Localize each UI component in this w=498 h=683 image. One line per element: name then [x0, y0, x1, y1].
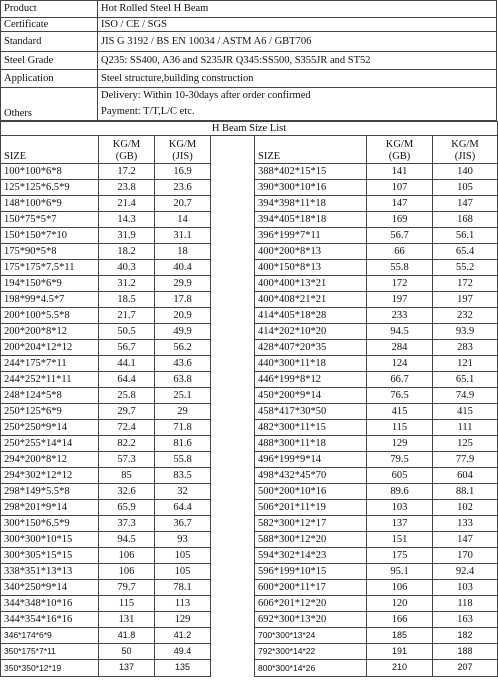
column-gap	[211, 564, 255, 580]
jis-weight-cell: 125	[433, 436, 498, 452]
table-row	[1, 644, 498, 660]
jis-weight-cell: 74.9	[433, 388, 498, 404]
table-row	[1, 420, 498, 436]
column-gap	[211, 196, 255, 212]
jis-weight-cell: 102	[433, 500, 498, 516]
table-row	[1, 292, 498, 308]
jis-weight-cell: 105	[155, 564, 211, 580]
jis-weight-cell: 32	[155, 484, 211, 500]
size-cell: 414*405*18*28	[255, 308, 367, 324]
table-row	[1, 404, 498, 420]
column-gap	[211, 356, 255, 372]
table-row	[1, 580, 498, 596]
table-row	[1, 212, 498, 228]
column-gap	[211, 340, 255, 356]
gb-weight-cell: 415	[367, 404, 433, 420]
gb-weight-cell: 55.8	[367, 260, 433, 276]
table-row	[1, 180, 498, 196]
gb-weight-cell: 65.9	[99, 500, 155, 516]
table-row	[1, 612, 498, 628]
jis-weight-cell: 20.9	[155, 308, 211, 324]
gb-weight-cell: 14.3	[99, 212, 155, 228]
table-row	[1, 628, 498, 644]
size-cell: 440*300*11*18	[255, 356, 367, 372]
column-gap	[211, 244, 255, 260]
table-row	[1, 516, 498, 532]
gb-weight-cell: 107	[367, 180, 433, 196]
table-row	[1, 324, 498, 340]
table-row	[1, 260, 498, 276]
gb-weight-cell: 94.5	[99, 532, 155, 548]
size-cell: 400*150*8*13	[255, 260, 367, 276]
gb-weight-cell: 23.8	[99, 180, 155, 196]
table-row	[1, 356, 498, 372]
size-cell: 200*200*8*12	[1, 324, 99, 340]
size-cell: 346*174*6*9	[1, 628, 99, 644]
jis-weight-cell: 55.2	[433, 260, 498, 276]
column-gap	[211, 276, 255, 292]
column-gap	[211, 644, 255, 660]
jis-weight-cell: 170	[433, 548, 498, 564]
table-row	[1, 388, 498, 404]
gb-weight-cell: 29.7	[99, 404, 155, 420]
spec-key: Standard	[1, 32, 98, 52]
table-row	[1, 196, 498, 212]
size-cell: 298*149*5.5*8	[1, 484, 99, 500]
gb-weight-cell: 31.2	[99, 276, 155, 292]
table-row	[1, 164, 498, 180]
spec-key: Certificate	[1, 18, 98, 32]
spec-row-application	[1, 70, 497, 88]
jis-weight-cell: 172	[433, 276, 498, 292]
jis-weight-cell: 147	[433, 196, 498, 212]
jis-weight-cell: 133	[433, 516, 498, 532]
jis-weight-cell: 63.8	[155, 372, 211, 388]
gb-weight-cell: 40.3	[99, 260, 155, 276]
gb-weight-cell: 25.8	[99, 388, 155, 404]
gb-weight-cell: 82.2	[99, 436, 155, 452]
size-cell: 792*300*14*22	[255, 644, 367, 660]
gb-weight-cell: 50.5	[99, 324, 155, 340]
size-cell: 244*252*11*11	[1, 372, 99, 388]
size-cell: 198*99*4.5*7	[1, 292, 99, 308]
size-cell: 396*199*7*11	[255, 228, 367, 244]
gb-weight-cell: 151	[367, 532, 433, 548]
gb-weight-cell: 210	[367, 660, 433, 677]
jis-weight-cell: 14	[155, 212, 211, 228]
col-gb-line1: KG/M	[385, 139, 414, 150]
gb-weight-cell: 21.4	[99, 196, 155, 212]
spec-value: JIS G 3192 / BS EN 10034 / ASTM A6 / GBT706	[98, 32, 497, 52]
gb-weight-cell: 66.7	[367, 372, 433, 388]
gb-weight-cell: 131	[99, 612, 155, 628]
jis-weight-cell: 93	[155, 532, 211, 548]
jis-weight-cell: 118	[433, 596, 498, 612]
size-cell: 458*417*30*50	[255, 404, 367, 420]
column-gap	[211, 180, 255, 196]
size-cell: 488*300*11*18	[255, 436, 367, 452]
spec-row-standard	[1, 32, 497, 52]
col-jis-line1: KG/M	[451, 139, 479, 150]
column-gap	[211, 628, 255, 644]
size-cell: 414*202*10*20	[255, 324, 367, 340]
jis-weight-cell: 604	[433, 468, 498, 484]
table-row	[1, 500, 498, 516]
jis-weight-cell: 17.8	[155, 292, 211, 308]
column-gap	[211, 660, 255, 677]
size-cell: 450*200*9*14	[255, 388, 367, 404]
column-gap	[211, 388, 255, 404]
size-cell: 294*200*8*12	[1, 452, 99, 468]
jis-weight-cell: 65.4	[433, 244, 498, 260]
size-cell: 125*125*6.5*9	[1, 180, 99, 196]
gb-weight-cell: 103	[367, 500, 433, 516]
size-cell: 175*175*7.5*11	[1, 260, 99, 276]
table-title-row	[1, 122, 498, 136]
column-gap	[211, 212, 255, 228]
gb-weight-cell: 175	[367, 548, 433, 564]
size-cell: 350*175*7*11	[1, 644, 99, 660]
column-gap	[211, 436, 255, 452]
delivery-text: Delivery: Within 10-30days after order confirmed	[101, 90, 311, 101]
jis-weight-cell: 415	[433, 404, 498, 420]
size-rows	[1, 164, 498, 677]
size-cell: 800*300*14*26	[255, 660, 367, 677]
size-cell: 428*407*20*35	[255, 340, 367, 356]
jis-weight-cell: 23.6	[155, 180, 211, 196]
jis-weight-cell: 147	[433, 532, 498, 548]
spec-row-others	[1, 88, 497, 121]
jis-weight-cell: 36.7	[155, 516, 211, 532]
jis-weight-cell: 92.4	[433, 564, 498, 580]
jis-weight-cell: 20.7	[155, 196, 211, 212]
col-jis-line2: (JIS)	[172, 151, 193, 162]
size-cell: 150*150*7*10	[1, 228, 99, 244]
size-cell: 400*408*21*21	[255, 292, 367, 308]
size-cell: 250*250*9*14	[1, 420, 99, 436]
jis-weight-cell: 29.9	[155, 276, 211, 292]
gb-weight-cell: 129	[367, 436, 433, 452]
column-gap	[211, 452, 255, 468]
col-jis-line2: (JIS)	[454, 151, 476, 162]
table-row	[1, 228, 498, 244]
size-cell: 692*300*13*20	[255, 612, 367, 628]
table-row	[1, 564, 498, 580]
gb-weight-cell: 79.7	[99, 580, 155, 596]
gb-weight-cell: 79.5	[367, 452, 433, 468]
gb-weight-cell: 95.1	[367, 564, 433, 580]
jis-weight-cell: 197	[433, 292, 498, 308]
table-title: H Beam Size List	[1, 122, 498, 136]
gb-weight-cell: 66	[367, 244, 433, 260]
col-header-gb-right	[367, 136, 433, 164]
jis-weight-cell: 25.1	[155, 388, 211, 404]
column-gap	[211, 164, 255, 180]
col-jis-line1: KG/M	[168, 139, 197, 150]
column-gap	[211, 136, 255, 164]
gb-weight-cell: 191	[367, 644, 433, 660]
gb-weight-cell: 72.4	[99, 420, 155, 436]
jis-weight-cell: 88.1	[433, 484, 498, 500]
gb-weight-cell: 106	[99, 564, 155, 580]
size-cell: 606*201*12*20	[255, 596, 367, 612]
payment-text: Payment: T/T,L/C etc.	[101, 106, 195, 117]
gb-weight-cell: 89.6	[367, 484, 433, 500]
gb-weight-cell: 37.3	[99, 516, 155, 532]
gb-weight-cell: 18.5	[99, 292, 155, 308]
gb-weight-cell: 17.2	[99, 164, 155, 180]
size-cell: 400*200*8*13	[255, 244, 367, 260]
jis-weight-cell: 65.1	[433, 372, 498, 388]
jis-weight-cell: 207	[433, 660, 498, 677]
table-row	[1, 372, 498, 388]
size-cell: 244*175*7*11	[1, 356, 99, 372]
jis-weight-cell: 41.2	[155, 628, 211, 644]
table-row	[1, 244, 498, 260]
size-cell: 388*402*15*15	[255, 164, 367, 180]
size-cell: 394*398*11*18	[255, 196, 367, 212]
size-cell: 482*300*11*15	[255, 420, 367, 436]
gb-weight-cell: 120	[367, 596, 433, 612]
spec-key: Steel Grade	[1, 52, 98, 70]
jis-weight-cell: 43.6	[155, 356, 211, 372]
col-header-size	[1, 136, 99, 164]
jis-weight-cell: 163	[433, 612, 498, 628]
size-cell: 200*204*12*12	[1, 340, 99, 356]
column-gap	[211, 420, 255, 436]
jis-weight-cell: 16.9	[155, 164, 211, 180]
spec-row-product	[1, 1, 497, 18]
gb-weight-cell: 137	[99, 660, 155, 677]
table-row	[1, 340, 498, 356]
jis-weight-cell: 40.4	[155, 260, 211, 276]
gb-weight-cell: 106	[367, 580, 433, 596]
product-spec-table	[0, 0, 497, 121]
gb-weight-cell: 233	[367, 308, 433, 324]
gb-weight-cell: 50	[99, 644, 155, 660]
size-cell: 340*250*9*14	[1, 580, 99, 596]
spec-key: Product	[1, 1, 98, 18]
size-cell: 394*405*18*18	[255, 212, 367, 228]
size-cell: 250*255*14*14	[1, 436, 99, 452]
column-gap	[211, 548, 255, 564]
size-cell: 596*199*10*15	[255, 564, 367, 580]
column-gap	[211, 612, 255, 628]
col-gb-line2: (GB)	[388, 151, 411, 162]
size-cell: 390*300*10*16	[255, 180, 367, 196]
size-cell: 506*201*11*19	[255, 500, 367, 516]
jis-weight-cell: 64.4	[155, 500, 211, 516]
column-gap	[211, 500, 255, 516]
size-cell: 100*100*6*8	[1, 164, 99, 180]
jis-weight-cell: 49.9	[155, 324, 211, 340]
column-gap	[211, 404, 255, 420]
table-row	[1, 308, 498, 324]
gb-weight-cell: 197	[367, 292, 433, 308]
gb-weight-cell: 166	[367, 612, 433, 628]
jis-weight-cell: 49.4	[155, 644, 211, 660]
gb-weight-cell: 57.3	[99, 452, 155, 468]
size-cell: 400*400*13*21	[255, 276, 367, 292]
table-row	[1, 468, 498, 484]
col-gb-line1: KG/M	[112, 139, 141, 150]
column-gap	[211, 292, 255, 308]
jis-weight-cell: 56.2	[155, 340, 211, 356]
gb-weight-cell: 284	[367, 340, 433, 356]
gb-weight-cell: 56.7	[367, 228, 433, 244]
column-gap	[211, 484, 255, 500]
gb-weight-cell: 115	[367, 420, 433, 436]
col-header-gb	[99, 136, 155, 164]
size-cell: 500*200*10*16	[255, 484, 367, 500]
size-cell: 344*354*16*16	[1, 612, 99, 628]
gb-weight-cell: 41.8	[99, 628, 155, 644]
gb-weight-cell: 172	[367, 276, 433, 292]
jis-weight-cell: 182	[433, 628, 498, 644]
spec-value: Q235: SS400, A36 and S235JR Q345:SS500, S355JR and ST52	[98, 52, 497, 70]
column-gap	[211, 324, 255, 340]
jis-weight-cell: 105	[433, 180, 498, 196]
jis-weight-cell: 78.1	[155, 580, 211, 596]
size-cell: 150*75*5*7	[1, 212, 99, 228]
gb-weight-cell: 169	[367, 212, 433, 228]
size-cell: 175*90*5*8	[1, 244, 99, 260]
column-gap	[211, 580, 255, 596]
gb-weight-cell: 18.2	[99, 244, 155, 260]
gb-weight-cell: 21.7	[99, 308, 155, 324]
jis-weight-cell: 55.8	[155, 452, 211, 468]
jis-weight-cell: 77.9	[433, 452, 498, 468]
column-gap	[211, 372, 255, 388]
gb-weight-cell: 85	[99, 468, 155, 484]
jis-weight-cell: 135	[155, 660, 211, 677]
size-cell: 582*300*12*17	[255, 516, 367, 532]
spec-key: Others	[1, 88, 98, 121]
col-size-label: SIZE	[258, 151, 281, 162]
jis-weight-cell: 83.5	[155, 468, 211, 484]
jis-weight-cell: 105	[155, 548, 211, 564]
jis-weight-cell: 188	[433, 644, 498, 660]
jis-weight-cell: 111	[433, 420, 498, 436]
size-cell: 298*201*9*14	[1, 500, 99, 516]
jis-weight-cell: 81.6	[155, 436, 211, 452]
jis-weight-cell: 71.8	[155, 420, 211, 436]
jis-weight-cell: 232	[433, 308, 498, 324]
table-row	[1, 532, 498, 548]
jis-weight-cell: 283	[433, 340, 498, 356]
gb-weight-cell: 56.7	[99, 340, 155, 356]
table-row	[1, 548, 498, 564]
jis-weight-cell: 121	[433, 356, 498, 372]
table-header-row	[1, 136, 498, 164]
column-gap	[211, 532, 255, 548]
gb-weight-cell: 115	[99, 596, 155, 612]
gb-weight-cell: 137	[367, 516, 433, 532]
jis-weight-cell: 103	[433, 580, 498, 596]
jis-weight-cell: 56.1	[433, 228, 498, 244]
col-header-size-right	[255, 136, 367, 164]
size-cell: 700*300*13*24	[255, 628, 367, 644]
jis-weight-cell: 113	[155, 596, 211, 612]
table-row	[1, 436, 498, 452]
size-cell: 350*350*12*19	[1, 660, 99, 677]
col-header-jis-right	[433, 136, 498, 164]
size-cell: 300*150*6.5*9	[1, 516, 99, 532]
size-cell: 600*200*11*17	[255, 580, 367, 596]
size-cell: 446*199*8*12	[255, 372, 367, 388]
spec-row-grade	[1, 52, 497, 70]
size-cell: 594*302*14*23	[255, 548, 367, 564]
table-row	[1, 596, 498, 612]
column-gap	[211, 468, 255, 484]
size-cell: 200*100*5.5*8	[1, 308, 99, 324]
jis-weight-cell: 168	[433, 212, 498, 228]
size-cell: 338*351*13*13	[1, 564, 99, 580]
size-cell: 148*100*6*9	[1, 196, 99, 212]
jis-weight-cell: 31.1	[155, 228, 211, 244]
table-row	[1, 484, 498, 500]
column-gap	[211, 308, 255, 324]
gb-weight-cell: 147	[367, 196, 433, 212]
size-cell: 344*348*10*16	[1, 596, 99, 612]
spec-value	[98, 88, 497, 121]
gb-weight-cell: 76.5	[367, 388, 433, 404]
gb-weight-cell: 31.9	[99, 228, 155, 244]
col-size-label: SIZE	[4, 151, 27, 162]
size-table	[0, 121, 498, 677]
size-cell: 498*432*45*70	[255, 468, 367, 484]
size-cell: 588*300*12*20	[255, 532, 367, 548]
column-gap	[211, 260, 255, 276]
size-cell: 250*125*6*9	[1, 404, 99, 420]
col-gb-line2: (GB)	[115, 151, 138, 162]
spec-row-certificate	[1, 18, 497, 32]
gb-weight-cell: 44.1	[99, 356, 155, 372]
jis-weight-cell: 18	[155, 244, 211, 260]
gb-weight-cell: 94.5	[367, 324, 433, 340]
jis-weight-cell: 29	[155, 404, 211, 420]
spec-value: Hot Rolled Steel H Beam	[98, 1, 497, 18]
size-cell: 248*124*5*8	[1, 388, 99, 404]
column-gap	[211, 228, 255, 244]
column-gap	[211, 516, 255, 532]
col-header-jis	[155, 136, 211, 164]
table-row	[1, 660, 498, 677]
gb-weight-cell: 64.4	[99, 372, 155, 388]
size-cell: 194*150*6*9	[1, 276, 99, 292]
table-row	[1, 276, 498, 292]
size-cell: 300*305*15*15	[1, 548, 99, 564]
gb-weight-cell: 106	[99, 548, 155, 564]
size-cell: 294*302*12*12	[1, 468, 99, 484]
column-gap	[211, 596, 255, 612]
table-row	[1, 452, 498, 468]
gb-weight-cell: 124	[367, 356, 433, 372]
jis-weight-cell: 93.9	[433, 324, 498, 340]
size-cell: 300*300*10*15	[1, 532, 99, 548]
gb-weight-cell: 141	[367, 164, 433, 180]
spec-value: Steel structure,building construction	[98, 70, 497, 88]
gb-weight-cell: 32.6	[99, 484, 155, 500]
spec-value: ISO / CE / SGS	[98, 18, 497, 32]
jis-weight-cell: 129	[155, 612, 211, 628]
gb-weight-cell: 185	[367, 628, 433, 644]
size-cell: 496*199*9*14	[255, 452, 367, 468]
spec-key: Application	[1, 70, 98, 88]
gb-weight-cell: 605	[367, 468, 433, 484]
jis-weight-cell: 140	[433, 164, 498, 180]
